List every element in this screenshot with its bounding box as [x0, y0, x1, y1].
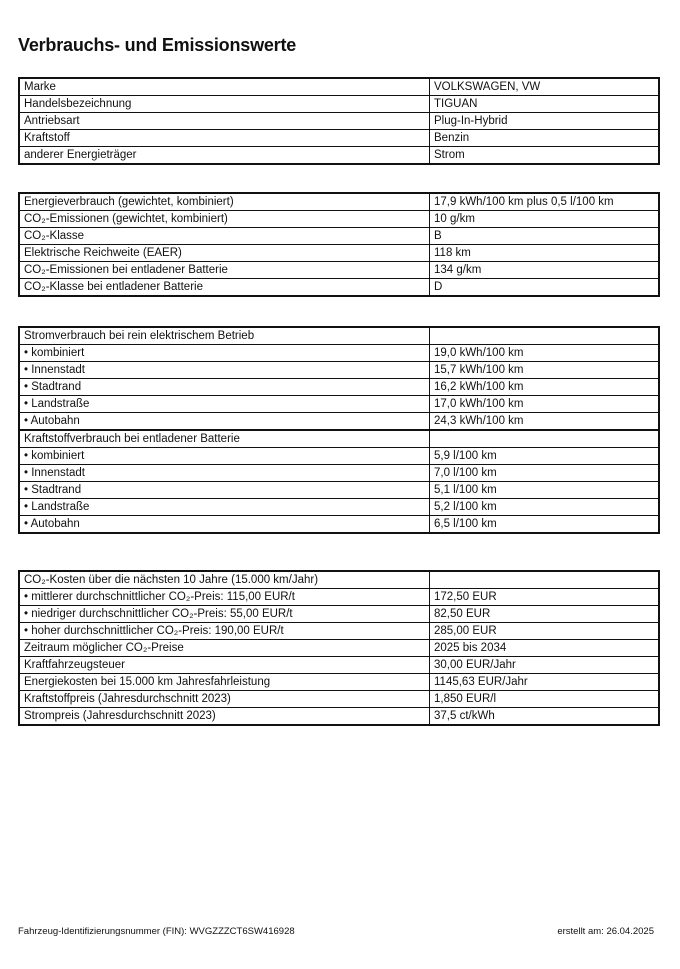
table-row: [19, 465, 659, 482]
row-label: CO₂-Klasse bei entladener Batterie: [19, 279, 430, 297]
row-value: 172,50 EUR: [430, 589, 660, 606]
table-row: [19, 78, 659, 96]
row-value: 5,1 l/100 km: [430, 482, 660, 499]
row-value: TIGUAN: [430, 96, 660, 113]
row-value: 1145,63 EUR/Jahr: [430, 674, 660, 691]
row-value: Benzin: [430, 130, 660, 147]
table-row: [19, 228, 659, 245]
row-value: 15,7 kWh/100 km: [430, 362, 660, 379]
row-value: Strom: [430, 147, 660, 165]
table-row: [19, 499, 659, 516]
row-value: VOLKSWAGEN, VW: [430, 78, 660, 96]
consumption-emissions-table: [18, 192, 660, 297]
row-label: CO₂-Emissionen bei entladener Batterie: [19, 262, 430, 279]
row-label: Kraftstoffverbrauch bei entladener Batterie: [19, 430, 430, 448]
table-row: [19, 516, 659, 534]
row-label: CO₂-Emissionen (gewichtet, kombiniert): [19, 211, 430, 228]
row-label: • Landstraße: [19, 499, 430, 516]
row-label: • Innenstadt: [19, 465, 430, 482]
row-label: • kombiniert: [19, 345, 430, 362]
table-row: [19, 193, 659, 211]
row-value: 17,9 kWh/100 km plus 0,5 l/100 km: [430, 193, 660, 211]
row-label: • Stadtrand: [19, 482, 430, 499]
row-value: 16,2 kWh/100 km: [430, 379, 660, 396]
row-value: 82,50 EUR: [430, 606, 660, 623]
table-row: [19, 96, 659, 113]
row-value: 37,5 ct/kWh: [430, 708, 660, 726]
row-value: 134 g/km: [430, 262, 660, 279]
table-row: [19, 571, 659, 589]
row-label: Zeitraum möglicher CO₂-Preise: [19, 640, 430, 657]
table-row: [19, 657, 659, 674]
page-title: Verbrauchs- und Emissionswerte: [18, 35, 297, 55]
row-label: Kraftfahrzeugsteuer: [19, 657, 430, 674]
row-label: • hoher durchschnittlicher CO₂-Preis: 190,00 EUR/t: [19, 623, 430, 640]
table-row: [19, 430, 659, 448]
row-label: Handelsbezeichnung: [19, 96, 430, 113]
table-row: [19, 640, 659, 657]
table-row: [19, 362, 659, 379]
table-row: [19, 245, 659, 262]
table-row: [19, 130, 659, 147]
row-label: anderer Energieträger: [19, 147, 430, 165]
row-value: [430, 327, 660, 345]
table-row: [19, 379, 659, 396]
table-row: [19, 113, 659, 130]
row-value: 285,00 EUR: [430, 623, 660, 640]
table-row: [19, 708, 659, 726]
table-row: [19, 691, 659, 708]
row-label: Kraftstoff: [19, 130, 430, 147]
table-row: [19, 262, 659, 279]
table-row: [19, 482, 659, 499]
row-label: Kraftstoffpreis (Jahresdurchschnitt 2023): [19, 691, 430, 708]
table-row: [19, 448, 659, 465]
row-value: 6,5 l/100 km: [430, 516, 660, 534]
row-value: 5,9 l/100 km: [430, 448, 660, 465]
row-label: Antriebsart: [19, 113, 430, 130]
row-value: D: [430, 279, 660, 297]
row-value: 30,00 EUR/Jahr: [430, 657, 660, 674]
row-label: • niedriger durchschnittlicher CO₂-Preis: 55,00 EUR/t: [19, 606, 430, 623]
row-label: Stromverbrauch bei rein elektrischem Betrieb: [19, 327, 430, 345]
row-label: • Stadtrand: [19, 379, 430, 396]
row-value: 7,0 l/100 km: [430, 465, 660, 482]
row-label: • Autobahn: [19, 413, 430, 431]
row-label: Elektrische Reichweite (EAER): [19, 245, 430, 262]
row-label: • Innenstadt: [19, 362, 430, 379]
table-row: [19, 327, 659, 345]
row-label: • Autobahn: [19, 516, 430, 534]
row-label: • Landstraße: [19, 396, 430, 413]
table-row: [19, 623, 659, 640]
row-value: 24,3 kWh/100 km: [430, 413, 660, 431]
row-label: Marke: [19, 78, 430, 96]
row-value: [430, 430, 660, 448]
table-row: [19, 345, 659, 362]
created-date-footer: erstellt am: 26.04.2025: [557, 926, 654, 937]
row-value: 19,0 kWh/100 km: [430, 345, 660, 362]
row-label: CO₂-Kosten über die nächsten 10 Jahre (15.000 km/Jahr): [19, 571, 430, 589]
table-row: [19, 211, 659, 228]
table-row: [19, 279, 659, 297]
row-value: 118 km: [430, 245, 660, 262]
row-value: B: [430, 228, 660, 245]
table-row: [19, 147, 659, 165]
table-row: [19, 413, 659, 431]
row-value: 1,850 EUR/l: [430, 691, 660, 708]
table-row: [19, 589, 659, 606]
row-label: • mittlerer durchschnittlicher CO₂-Preis: 115,00 EUR/t: [19, 589, 430, 606]
table-row: [19, 674, 659, 691]
row-value: 17,0 kWh/100 km: [430, 396, 660, 413]
row-value: [430, 571, 660, 589]
vehicle-info-table: [18, 77, 660, 165]
row-label: Energiekosten bei 15.000 km Jahresfahrleistung: [19, 674, 430, 691]
electric-fuel-consumption-table: [18, 326, 660, 534]
fin-footer: Fahrzeug-Identifizierungsnummer (FIN): WVGZZZCT6SW416928: [18, 926, 295, 937]
row-value: 2025 bis 2034: [430, 640, 660, 657]
table-row: [19, 606, 659, 623]
row-value: 10 g/km: [430, 211, 660, 228]
row-label: • kombiniert: [19, 448, 430, 465]
row-label: Strompreis (Jahresdurchschnitt 2023): [19, 708, 430, 726]
row-value: Plug-In-Hybrid: [430, 113, 660, 130]
row-label: Energieverbrauch (gewichtet, kombiniert): [19, 193, 430, 211]
row-label: CO₂-Klasse: [19, 228, 430, 245]
table-row: [19, 396, 659, 413]
costs-table: [18, 570, 660, 726]
row-value: 5,2 l/100 km: [430, 499, 660, 516]
